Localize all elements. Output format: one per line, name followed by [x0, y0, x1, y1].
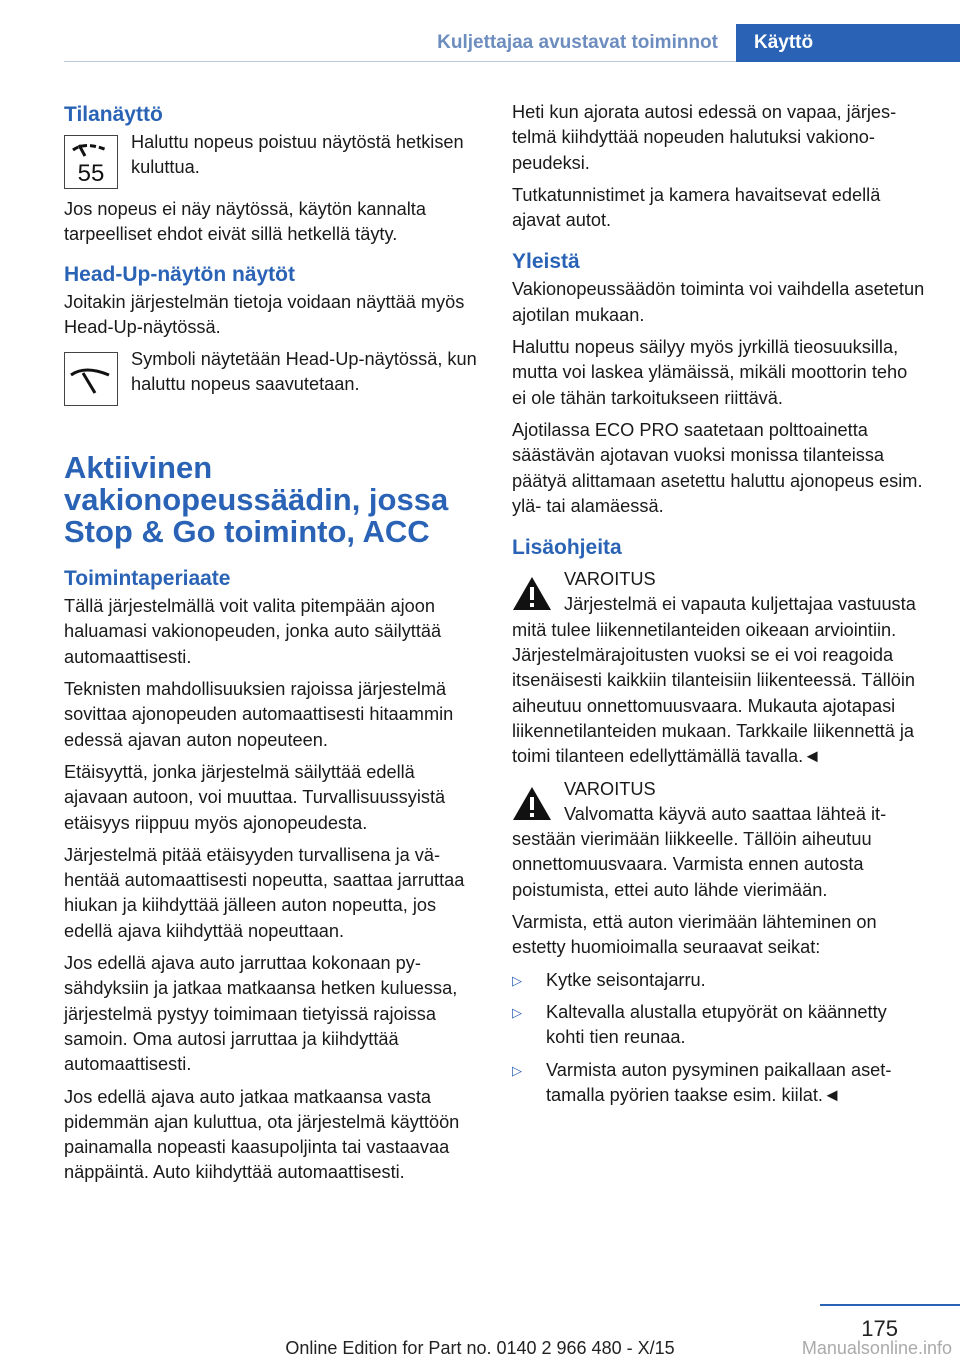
page-number: 175: [861, 1316, 898, 1341]
triangle-bullet-icon: ▷: [512, 1004, 522, 1020]
check-paragraph: Varmista, että auton vierimään lähteminen on estetty huomioimalla seuraavat seikat:: [512, 912, 877, 958]
list-item: ▷ Kaltevalla alustalla etupyörät on käännetty kohti tien reunaa.: [512, 1001, 887, 1048]
principle-heading: Toimintaperiaate: [64, 567, 231, 591]
status-icon-row: [64, 130, 478, 189]
principle-paragraph-2: Teknisten mahdollisuuksien rajoissa järjestelmä sovittaa ajonopeuden automaattisesti hitaammin edessä ajavan auton nopeuteen.: [64, 679, 454, 750]
principle-paragraph-6: Jos edellä ajava auto jatkaa matkaansa vasta pidemmän ajan kuluttua, ota järjestelmä käyttöön painamalla nopeasti kaasupoljinta tai vastaavaa näppäintä. Auto kiihdyttää automaattisesti.: [64, 1086, 460, 1183]
warning-2-title: VAROITUS: [564, 778, 656, 799]
list-item: ▷ Varmista auton pysyminen paikallaan asettamalla pyörien taakse esim. kiilat.◄: [512, 1059, 892, 1105]
warning-block-1: [512, 567, 926, 769]
triangle-bullet-icon: ▷: [512, 972, 522, 988]
list-item: ▷ Kytke seisontajarru.: [512, 968, 926, 993]
general-paragraph-3: Ajotilassa ECO PRO saatetaan polttoainetta säästävän ajotavan vuoksi monissa tilanteissa päätyä alittamaan asetettu haluttu ajonopeus esim. ylä- tai alamäessä.: [512, 419, 923, 516]
general-paragraph-1: Vakionopeussäädön toiminta voi vaihdella asetetun ajotilan mukaan.: [512, 279, 925, 325]
header-section-title: Kuljettajaa avustavat toiminnot: [64, 24, 736, 62]
warning-block-2: [512, 777, 926, 903]
hud-icon-text: Symboli näytetään Head-Up-näytössä, kun haluttu nopeus saavutetaan.: [131, 349, 477, 395]
page-header: [64, 24, 960, 62]
footer-rule: [820, 1304, 960, 1306]
hud-paragraph: Joitakin järjestelmän tietoja voidaan näyttää myös Head-Up-näytössä.: [64, 291, 465, 337]
status-heading: Tilanäyttö: [64, 103, 163, 126]
hud-speed-reached-icon: [64, 352, 118, 406]
status-paragraph: Jos nopeus ei näy näytössä, käytön kannalta tarpeelliset ehdot eivät sillä hetkellä täyty.: [64, 199, 426, 245]
main-heading: Aktiivinen vakionopeussäädin, jossa Stop & Go toiminto, ACC: [64, 450, 449, 550]
warning-triangle-icon: [512, 575, 552, 611]
triangle-bullet-icon: ▷: [512, 1062, 522, 1078]
general-heading: Yleistä: [512, 250, 580, 274]
hud-icon-row: [64, 347, 478, 406]
speed-icon-number: 55: [77, 160, 105, 187]
right-paragraph-2: Tutkatunnistimet ja kamera havaitsevat edellä ajavat autot.: [512, 184, 881, 231]
tips-heading: Lisäohjeita: [512, 536, 622, 560]
general-paragraph-2: Haluttu nopeus säilyy myös jyrkillä tieosuuksilla, mutta voi laskea ylämäissä, mikäli moottorin teho ei ole tähän tarkoitukseen riittävä.: [512, 337, 908, 408]
left-column: [64, 100, 478, 1193]
right-paragraph-1: Heti kun ajorata autosi edessä on vapaa, järjestelmä kiihdyttää nopeuden halutuksi vakionopeudeksi.: [512, 102, 897, 173]
edition-text: Online Edition for Part no. 0140 2 966 480 - X/15: [285, 1338, 675, 1358]
header-chapter-tab: Käyttö: [736, 24, 960, 62]
principle-paragraph-5: Jos edellä ajava auto jarruttaa kokonaan pysähdyksiin ja jatkaa matkaansa hetken kuluessa, järjestelmä pystyy toimimaan tietyissä rajoissa samoin. Oma autosi jarruttaa ja kiihdyttää automaattisesti.: [64, 953, 458, 1075]
warning-1-text: Järjestelmä ei vapauta kuljettajaa vastuusta mitä tulee liikennetilanteiden oikeaan arviointiin. Järjestelmärajoitusten vuoksi se ei voi reagoida itsenäisesti kaikkiin tilanteisiin liikenteessä. Tällöin aiheutuu onnettomuusvaara. Mukauta ajotapasi liikennetilanteiden mukaan. Tarkkaile liikennettä ja toimi tilanteen edellyttämällä tavalla.◄: [512, 594, 916, 767]
right-column: [512, 100, 926, 1115]
precaution-list: [512, 968, 926, 1108]
cruise-speed-55-icon: [64, 135, 118, 189]
principle-paragraph-3: Etäisyyttä, jonka järjestelmä säilyttää edellä ajavaan autoon, voi muuttaa. Turvallisuussyistä etäisyys riippuu myös ajonopeudesta.: [64, 761, 446, 833]
warning-triangle-icon: [512, 785, 552, 821]
principle-paragraph-4: Järjestelmä pitää etäisyyden turvallisena ja vähentää automaattisesti nopeutta, saattaa jarruttaa hiukan ja kiihdyttää jälleen auton nopeutta, jos edellä ajava kiihdyttää nopeuttaan.: [64, 844, 465, 941]
watermark: Manualsonline.info: [801, 1338, 952, 1358]
status-icon-text: Haluttu nopeus poistuu näytöstä hetkisen kuluttua.: [131, 132, 464, 178]
principle-paragraph-1: Tällä järjestelmällä voit valita pitempään ajoon haluamasi vakionopeuden, jonka auto säilyttää automaattisesti.: [64, 596, 442, 667]
hud-heading: Head-Up-näytön näytöt: [64, 262, 295, 286]
warning-2-text: Valvomatta käyvä auto saattaa lähteä itsestään vierimään liikkeelle. Tällöin aiheutuu onnettomuusvaara. Varmista ennen autosta poistumista, ettei auto lähde vierimään.: [512, 803, 887, 900]
warning-1-title: VAROITUS: [564, 569, 656, 590]
